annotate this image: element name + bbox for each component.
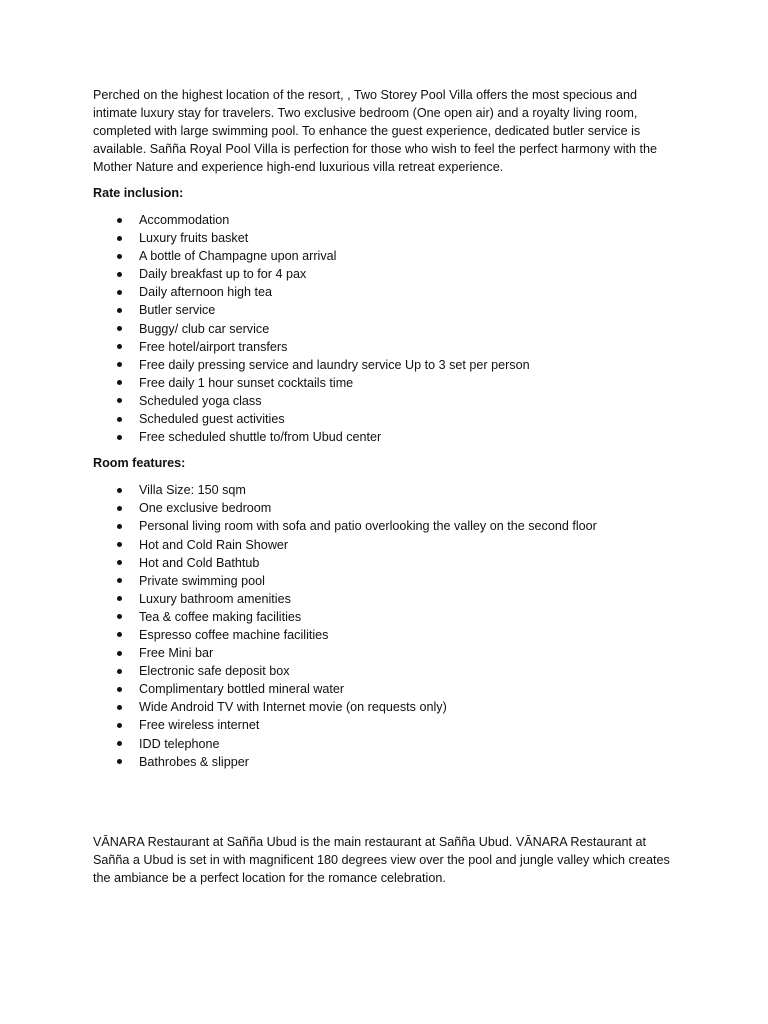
bullet-icon	[117, 308, 122, 313]
intro-paragraph: Perched on the highest location of the resort, , Two Storey Pool Villa offers the most specious and intimate luxury stay for travelers. Two exclusive bedroom (One open air) and a royalty living room, completed with large swimming pool. To enhance the guest experience, dedicated butler service is available. Sañña Royal Pool Villa is perfection for those who wish to feel the perfect harmony with the Mother Nature and experience high-end luxurious villa retreat experience.	[93, 88, 658, 174]
bullet-icon	[117, 723, 122, 728]
bullet-icon	[117, 362, 122, 367]
bullet-icon	[117, 596, 122, 601]
bullet-icon	[117, 560, 122, 565]
list-item	[93, 283, 673, 301]
bullet-icon	[117, 417, 122, 422]
list-item	[93, 428, 673, 446]
bullet-icon	[117, 759, 122, 764]
list-item-text: Scheduled yoga class	[139, 393, 262, 408]
list-item-text: Butler service	[139, 303, 216, 318]
list-item	[93, 662, 673, 680]
list-item-text: Free hotel/airport transfers	[139, 339, 288, 354]
list-item-text: Private swimming pool	[139, 573, 265, 588]
list-item	[93, 644, 673, 662]
list-item	[93, 680, 673, 698]
bullet-icon	[117, 651, 122, 656]
list-item-text: Free wireless internet	[139, 718, 260, 733]
list-item	[93, 374, 673, 392]
list-item	[93, 410, 673, 428]
rate-inclusion-list	[93, 211, 673, 446]
bullet-icon	[117, 524, 122, 529]
bullet-icon	[117, 669, 122, 674]
bullet-icon	[117, 236, 122, 241]
list-item	[93, 301, 673, 319]
bullet-icon	[117, 398, 122, 403]
bullet-icon	[117, 254, 122, 259]
list-item	[93, 716, 673, 734]
list-item	[93, 517, 673, 535]
list-item-text: Free daily pressing service and laundry service Up to 3 set per person	[139, 357, 530, 372]
bullet-icon	[117, 435, 122, 440]
list-item	[93, 481, 673, 499]
restaurant-paragraph: VĀNARA Restaurant at Sañña Ubud is the main restaurant at Sañña Ubud. VĀNARA Restaurant at Sañña a Ubud is set in with magnificent 180 degrees view over the pool and jungle valley which creates the ambiance be a perfect location for the romance celebration.	[93, 834, 670, 885]
list-item	[93, 265, 673, 283]
list-item	[93, 554, 673, 572]
list-item-text: Complimentary bottled mineral water	[139, 682, 345, 697]
list-item	[93, 590, 673, 608]
bullet-icon	[117, 326, 122, 331]
list-item	[93, 320, 673, 338]
room-features-list	[93, 481, 673, 771]
list-item	[93, 356, 673, 374]
document-page	[93, 86, 673, 887]
list-item	[93, 626, 673, 644]
list-item-text: Wide Android TV with Internet movie (on requests only)	[139, 700, 447, 715]
bullet-icon	[117, 506, 122, 511]
list-item	[93, 698, 673, 716]
list-item	[93, 536, 673, 554]
bullet-icon	[117, 741, 122, 746]
list-item-text: Personal living room with sofa and patio overlooking the valley on the second floor	[139, 519, 597, 534]
section-spacer	[93, 779, 673, 833]
rate-inclusion-heading: Rate inclusion:	[93, 186, 184, 200]
list-item-text: Daily breakfast up to for 4 pax	[139, 267, 307, 282]
bullet-icon	[117, 290, 122, 295]
bullet-icon	[117, 344, 122, 349]
list-item-text: Free daily 1 hour sunset cocktails time	[139, 375, 354, 390]
list-item	[93, 392, 673, 410]
bullet-icon	[117, 218, 122, 223]
bullet-icon	[117, 632, 122, 637]
list-item-text: IDD telephone	[139, 736, 220, 751]
list-item-text: Bathrobes & slipper	[139, 754, 249, 769]
list-item	[93, 338, 673, 356]
list-item-text: Buggy/ club car service	[139, 321, 270, 336]
list-item-text: Luxury fruits basket	[139, 231, 249, 246]
list-item-text: Scheduled guest activities	[139, 412, 285, 427]
list-item-text: Espresso coffee machine facilities	[139, 627, 329, 642]
list-item	[93, 753, 673, 771]
list-item-text: Daily afternoon high tea	[139, 285, 273, 300]
list-item-text: Free Mini bar	[139, 646, 214, 661]
room-features-heading: Room features:	[93, 456, 186, 471]
list-item	[93, 229, 673, 247]
list-item-text: Free scheduled shuttle to/from Ubud center	[139, 430, 382, 445]
bullet-icon	[117, 380, 122, 385]
list-item-text: A bottle of Champagne upon arrival	[139, 249, 337, 264]
list-item	[93, 608, 673, 626]
bullet-icon	[117, 614, 122, 619]
list-item-text: One exclusive bedroom	[139, 501, 272, 516]
list-item	[93, 211, 673, 229]
bullet-icon	[117, 488, 122, 493]
list-item	[93, 572, 673, 590]
list-item-text: Electronic safe deposit box	[139, 664, 290, 679]
bullet-icon	[117, 578, 122, 583]
list-item-text: Accommodation	[139, 213, 230, 227]
list-item-text: Villa Size: 150 sqm	[139, 483, 246, 498]
bullet-icon	[117, 272, 122, 277]
list-item-text: Hot and Cold Bathtub	[139, 555, 260, 570]
list-item	[93, 247, 673, 265]
bullet-icon	[117, 705, 122, 710]
list-item-text: Tea & coffee making facilities	[139, 609, 302, 624]
list-item-text: Hot and Cold Rain Shower	[139, 537, 289, 552]
list-item	[93, 735, 673, 753]
bullet-icon	[117, 542, 122, 547]
bullet-icon	[117, 687, 122, 692]
list-item-text: Luxury bathroom amenities	[139, 591, 291, 606]
list-item	[93, 499, 673, 517]
